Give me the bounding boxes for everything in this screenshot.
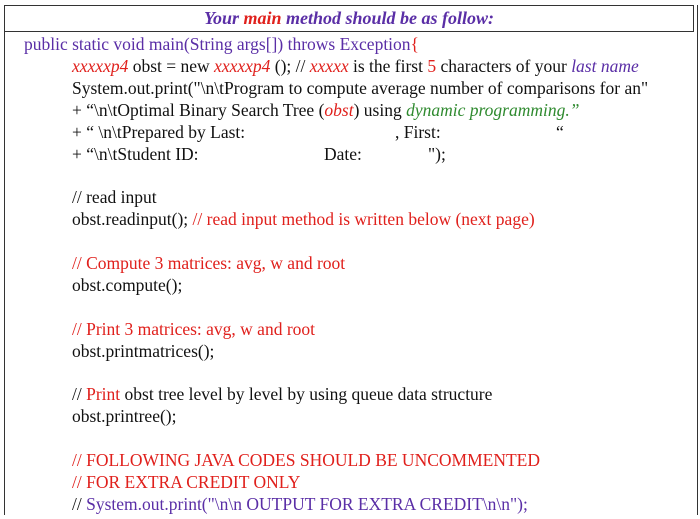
comment-print-tree	[72, 383, 492, 405]
signature-brace: {	[410, 34, 419, 54]
c4-b: Print	[86, 384, 121, 404]
l1-f: 5	[427, 56, 437, 76]
code-line-4a: + “ \n\tPrepared by Last:	[72, 122, 246, 142]
code-line-5c: ");	[428, 144, 446, 164]
extra-credit-line-2: // FOR EXTRA CREDIT ONLY	[72, 472, 301, 492]
l1-h: last name	[571, 56, 639, 76]
stmt-compute: obst.compute();	[72, 275, 183, 295]
stmt-readinput	[72, 208, 535, 230]
c4-c: obst tree level by level by using queue data structure	[120, 384, 493, 404]
comment-print-matrices: // Print 3 matrices: avg, w and root	[72, 319, 316, 339]
l1-g: characters of your	[436, 56, 572, 76]
l3-a: + “\n\tOptimal Binary Search Tree (	[72, 100, 325, 120]
title-post: method should be as follow:	[281, 8, 495, 28]
signature-line	[24, 33, 419, 55]
l1-c: (); //	[270, 56, 310, 76]
extra-credit-line-3	[72, 493, 528, 515]
code-line-5b: Date:	[324, 144, 362, 164]
code-line-4b: , First:	[395, 122, 441, 142]
s1-code: obst.readinput();	[72, 209, 193, 229]
e3-b: System.out.print("\n\n OUTPUT FOR EXTRA CREDIT\n\n");	[86, 494, 528, 514]
signature-text: public static void main(String args[]) throws Exception	[24, 34, 411, 54]
extra-credit-line-1: // FOLLOWING JAVA CODES SHOULD BE UNCOMMENTED	[72, 450, 540, 470]
e3-a: //	[72, 494, 87, 514]
comment-compute: // Compute 3 matrices: avg, w and root	[72, 253, 346, 273]
class-new: xxxxxp4	[214, 56, 271, 76]
l1-d: xxxxx	[309, 56, 349, 76]
l3-c: ) using	[353, 100, 407, 120]
title-main: main	[243, 8, 282, 28]
c4-a: //	[72, 384, 87, 404]
code-line-4c: “	[556, 122, 564, 142]
class-type: xxxxxp4	[72, 56, 129, 76]
stmt-printmatrices: obst.printmatrices();	[72, 341, 215, 361]
title-pre: Your	[203, 8, 244, 28]
l1-a: obst = new	[128, 56, 215, 76]
l3-d: dynamic programming.”	[406, 100, 580, 120]
s1-comment: // read input method is written below (next page)	[192, 209, 535, 229]
code-line-1	[72, 55, 639, 77]
code-line-2: System.out.print("\n\tProgram to compute average number of comparisons for an"	[72, 78, 649, 98]
title-box	[4, 5, 694, 32]
l3-b: obst	[324, 100, 354, 120]
code-line-3	[72, 99, 579, 121]
comment-read-input: // read input	[72, 187, 157, 207]
code-line-5a: + “\n\tStudent ID:	[72, 144, 199, 164]
l1-e: is the first	[348, 56, 428, 76]
stmt-printree: obst.printree();	[72, 406, 177, 426]
